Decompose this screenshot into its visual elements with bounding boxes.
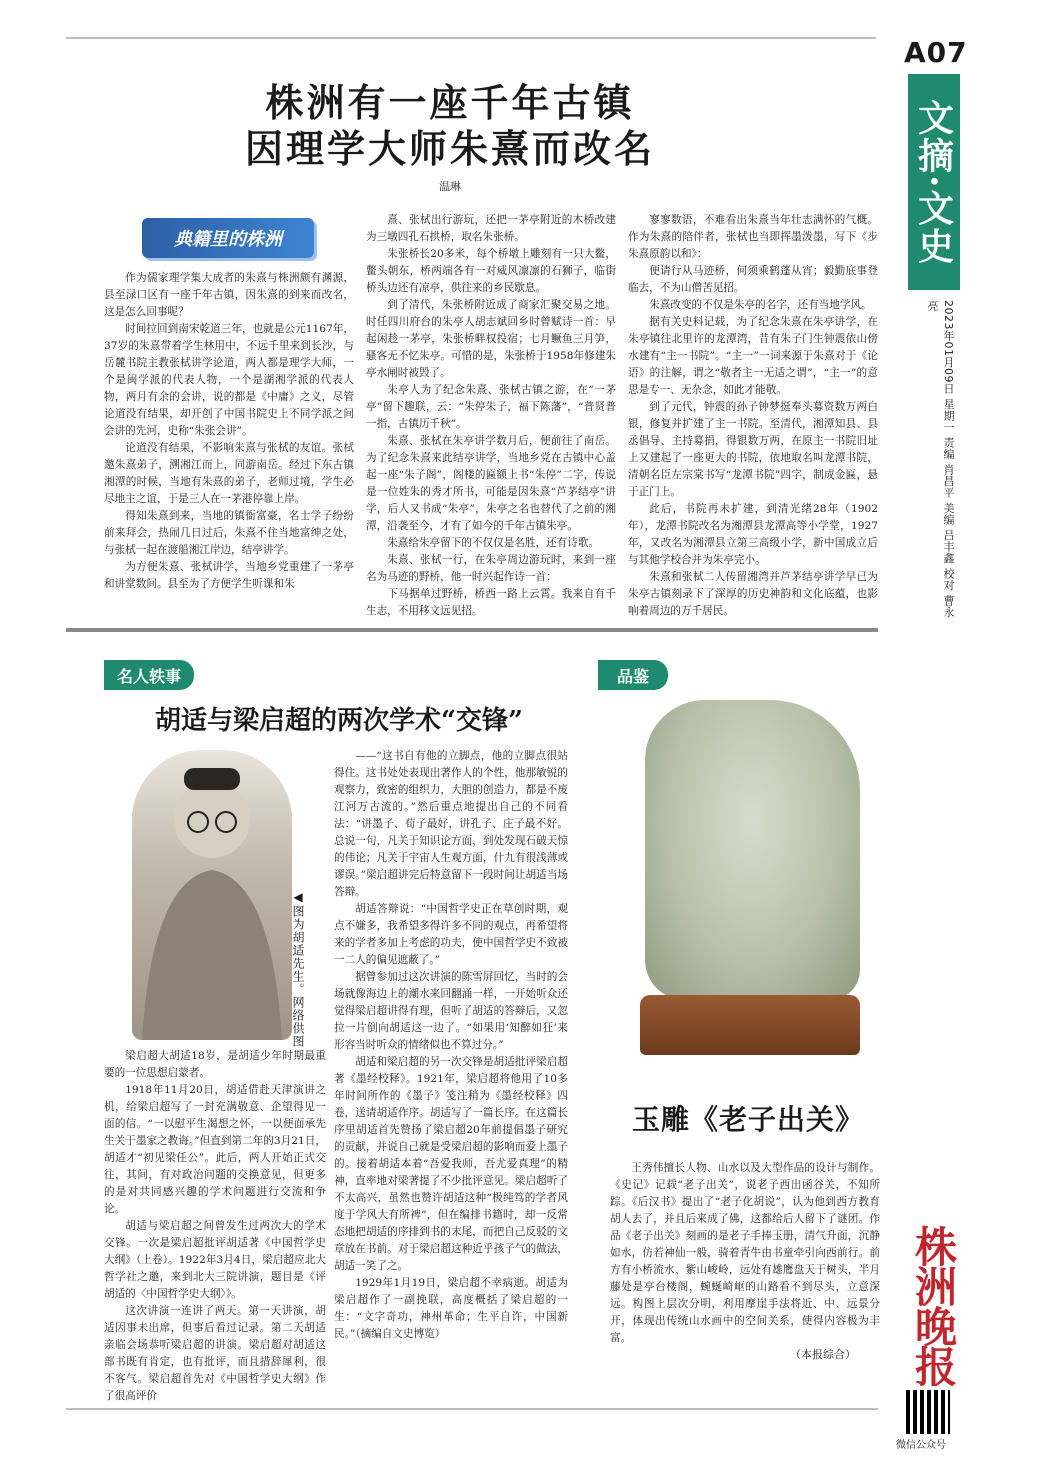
paragraph: 朱熹和张栻二人传留湘湾并芦茅结亭讲学早已为朱亭古镇刻录下了深厚的历史神韵和文化底蕴，也影响着周边的万千居民。	[628, 571, 878, 617]
paragraph: 王秀伟擅长人物、山水以及大型作品的设计与制作。《史记》记载“老子出关”，说老子西出函谷关，不知所踪。《后汉书》提出了“老子化胡说”，认为他到西方教育胡人去了，并且后来成了佛，这都给后人留下了谜团。作品《老子出关》刻画的是老子手捧玉册，清气升面，沉静如水，仿若神仙一般，骑着青牛由书童牵引向西前行。前方有小桥流水、紫山峻岭，远处有雄鹰盘天于树头，半月藤处是亭台楼阁，蜿蜒崎岖的山路看不到尽头，立意深远。构图上层次分明，利用摩崖手法将近、中、远景分开，体现出传统山水画中的空间关系，使得内容极为丰富。	[610, 1162, 880, 1344]
article2-column-2	[334, 748, 568, 1343]
article1-column-3	[628, 212, 878, 620]
jade-carving-image	[645, 700, 860, 1000]
article3-body	[610, 1160, 880, 1347]
article1-tag: 典籍里的株洲	[142, 218, 314, 258]
paragraph: 1929年1月19日，梁启超不幸病逝。胡适为梁启超作了一副挽联，高度概括了梁启超的一生：“文字奇功，神州革命；生平自许，中国新民。”（摘编自文史博览）	[334, 1277, 568, 1340]
paragraph: 得知朱熹到来，当地的镇衙富豪，名士学子纷纷前来拜会，热闹几日过后，朱熹不住当地富绅之处，与张栻一起在渡船湘江岸边，结亭讲学。	[104, 510, 354, 556]
article1-column-1	[104, 270, 354, 593]
paragraph: 便请行从马迹桥，何须乘鹤蓬从宵；毅勤底事登临去，不为山僧苦见招。	[628, 265, 878, 294]
section-divider	[66, 628, 878, 632]
paragraph: 论道没有结果，不影响朱熹与张栻的友谊。张栻邀朱熹弟子，溯湘江而上，同游南岳。经过下东古镇湘潭的时候，当地有朱熹的弟子，老师过境，学生必尽地主之谊，于是三人在一茅港停靠上岸。	[104, 442, 354, 505]
paragraph: 熹、张栻出行游玩，还把一茅亭附近的木桥改建为三墩四孔石拱桥，取名朱张桥。	[366, 214, 616, 243]
paragraph: 胡适答辩说：“中国哲学史正在草创时期，观点不嫌多，我希望多得许多不同的观点，再希望将来的学者多加上考虑的功夫，使中国哲学史不致被一二人的偏见遮蔽了。”	[334, 903, 568, 966]
paragraph: 下马据单过野桥，桥西一路上云霄。我来自有千生志，不用移文远见招。	[366, 588, 616, 617]
paragraph: 作为儒家理学集大成者的朱熹与株洲颇有渊源，县至渌口区有一座千年古镇，因朱熹的到来而改名，这是怎么回事呢？	[104, 272, 354, 318]
article1-title	[0, 80, 900, 172]
section-band: 文摘·文史	[908, 74, 960, 290]
paragraph: 1918年11月20日，胡适借赴天津演讲之机，给梁启超写了一封充满敬意、企望得见一面的信。“一以慰平生渴想之怀，一以便面承先生关于墨家之教诲。”但直到第二年的3月21日，胡适才“初见梁任公”。此后，两人开始正式交往，其间，有对政治问题的交换意见，但更多的是对共同感兴趣的学术问题进行交流和争论。	[104, 1084, 326, 1215]
portrait-figure-icon	[132, 750, 292, 1040]
paragraph: 据有关史料记载，为了纪念朱熹在朱亭讲学，在朱亭镇往北里许的龙潭湾，昔有朱子门生钟震依山傍水建有“主一书院”。“主一”一词来源于朱熹对于《论语》的注解，谓之“敬者主一无适之谓”，“主一”的意思是专一、无杂念，如此才能敬。	[628, 316, 878, 396]
article2-title: 胡适与梁启超的两次学术“交锋”	[155, 706, 523, 736]
jade-carving-stand	[640, 995, 860, 1055]
photo-caption: ◀图为胡适先生。网络供图	[291, 890, 305, 1048]
paragraph: 到了元代，钟震的孙子钟梦挺奉头募资数万两白银，修复并扩建了主一书院。至清代，湘潭知县、县丞倡导、主持募捐，得银数万两，在原主一书院旧址上又建起了一座更大的书院，依地取名叫龙潭书院，清朝名臣左宗棠书写“龙潭书院”四字，制成金匾，悬于正门上。	[628, 401, 878, 498]
paragraph: 梁启超大胡适18岁，是胡适少年时期最重要的一位思想启蒙者。	[104, 1050, 326, 1079]
paragraph: 寥寥数语，不难看出朱熹当年壮志满怀的气概。作为朱熹的陪伴者，张栻也当即挥墨泼墨，写下《步朱熹原韵以和》：	[628, 214, 878, 260]
qr-code-icon[interactable]	[906, 1390, 950, 1434]
hu-shi-portrait	[132, 750, 292, 1040]
paragraph: 时间拉回到南宋乾道三年，也就是公元1167年，37岁的朱熹带着学生林用中，不远千里来到长沙，与岳麓书院主教张栻讲学论道，两人都是理学大师，一个是闽学派的代表人物，一个是湖湘学派的代表人物，两月有余的会讲，说的都是《中庸》之义，尽管论道没有结果，却开创了中国书院史上不同学派之间会讲的先河，史称“朱张会讲”。	[104, 323, 354, 437]
paragraph: 据曾参加过这次讲演的陈雪屏回忆，当时的会场就像海边上的潮水来回翻涌一样，一开始听众还觉得梁启超讲得有理，但听了胡适的答辩后，又忽拉一片倒向胡适这一边了。“如果用‘知醉如狂’来形容当时听众的情绪似也不算过分。”	[334, 971, 568, 1051]
paragraph: 这次讲演一连讲了两天。第一天讲演，胡适因事未出席，但事后看过记录。第二天胡适亲临会场恭听梁启超的讲演。梁启超对胡适这部书既有肯定，也有批评，而且措辞犀利，很不客气。梁启超首先对《中国哲学史大纲》作了很高评价	[104, 1305, 326, 1402]
paragraph: 朱熹改变的不仅是朱亭的名字，还有当地学风。	[649, 299, 872, 311]
paragraph: 为方便朱熹、张栻讲学，当地乡党重建了一茅亭和讲堂数间。县至为了方便学生听课和朱	[104, 561, 354, 590]
article3-title: 玉雕《老子出关》	[631, 1103, 864, 1136]
paragraph: 朱亭人为了纪念朱熹、张栻古镇之游，在“一茅亭”留下趣联，云：“朱停朱子，福下陈藩”，“普贤普一指，古镇历千秋”。	[366, 384, 616, 430]
article2-column-1	[104, 1048, 326, 1405]
article1-title-line2: 因理学大师朱熹而改名	[244, 126, 655, 171]
article1-column-2	[366, 212, 616, 620]
article3-badge: 品鉴	[598, 660, 668, 690]
paragraph: 朱熹、张栻一行，在朱亭周边游玩时，来到一座名为马迹的野桥，他一时兴起作诗一首：	[366, 554, 616, 583]
paragraph: 朱张桥长20多米，每个桥墩上雕刻有一只大鳖，鳖头朝东，桥两端各有一对威风凛凛的石狮子，临街桥头边还有凉亭，供往来的乡民歇息。	[366, 248, 616, 294]
paragraph: 胡适和梁启超的另一次交锋是胡适批评梁启超著《墨经校释》。1921年，梁启超将他用了10多年时间所作的《墨子》笺注稍为《墨经校释》四卷，送请胡适作序。胡适写了一篇长序。在这篇长序里胡适首先赞扬了梁启超20年前提倡墨子研究的贡献，并说自己就是受梁启超的影响而爱上墨子的。接着胡适本着“吾爱我师，吾尤爱真理”的精神，直率地对梁著提了不少批评意见。梁启超听了不太高兴，虽然也赞许胡适这种“极纯笃的学者风度于学风大有所裨”，但在编排书籍时，却一反常态地把胡适的序排到书的末尾，而把自己反驳的文章放在书前。对于梁启超这种近乎孩子气的做法，胡适一笑了之。	[334, 1056, 568, 1272]
article1-title-line1: 株洲有一座千年古镇	[265, 80, 635, 125]
paragraph: 此后，书院再未扩建，到清光绪28年（1902年），龙潭书院改名为湘潭县龙潭高等小学堂，1927年，又改名为湘潭县立第三高级小学，新中国成立后与其他学校合并为朱亭完小。	[628, 503, 878, 566]
article3-credit: （本报综合）	[790, 1348, 856, 1361]
page-number: A07	[904, 36, 968, 69]
paragraph: ——“这书自有他的立脚点，他的立脚点很站得住。这书处处表现出著作人的个性，他那敏锐的观察力，致密的组织力，大胆的创造力，都是不废江河万古流的。”然后重点地提出自己的不同看法：“讲墨子、荀子最好，讲孔子、庄子最不好。总说一句，凡关于知识论方面，到处发现石破天惊的伟论；凡关于宇宙人生观方面，什九有很浅薄或谬误。”梁启超讲完后特意留下一段时间让胡适当场答辩。	[334, 750, 568, 898]
qr-caption: 微信公众号	[896, 1440, 946, 1451]
paragraph: 朱熹给朱亭留下的不仅仅是名胜，还有诗歌。	[387, 537, 600, 549]
top-rule	[66, 37, 876, 39]
paragraph: 朱熹、张栻在朱亭讲学数月后，便前往了南岳。为了纪念朱熹来此结亭讲学，当地乡党在古镇中心盖起一座“朱子阁”，阁楼的匾额上书“朱停”二字，传说是一位姓朱的秀才所书，可能是因朱熹“芦茅结亭”讲学，后人又书成“朱亭”，朱亭之名也替代了之前的湘潭，沿袭至今，才有了如今的千年古镇朱亭。	[366, 435, 616, 532]
newspaper-logo: 株洲晚报	[909, 1225, 958, 1385]
paragraph: 胡适与梁启超之间曾发生过两次大的学术交锋。一次是梁启超批评胡适著《中国哲学史大纲》（上卷）。1922年3月4日，梁启超应北大哲学社之邀，来到北大三院讲演，题目是《评胡适的〈中国哲学史大纲〉》。	[104, 1220, 326, 1300]
article1-author: 温琳	[439, 180, 461, 193]
bottom-rule	[66, 1408, 878, 1410]
article2-badge: 名人轶事	[104, 660, 194, 690]
date-line: 2023年01月09日 星期一 责编 肖昌平 美编 吕丰鑫 校对 曹永亮	[926, 300, 955, 618]
paragraph: 到了清代，朱张桥附近成了商家汇聚交易之地。时任四川府台的朱亭人胡志斌回乡时曾赋诗一首：早起闲趁一茅亭，朱张桥畔权投宿；七月鳜鱼三月笋，骚客无不忆朱亭。可惜的是，朱张桥于1958年修建朱亭水闸时被毁了。	[366, 299, 616, 379]
